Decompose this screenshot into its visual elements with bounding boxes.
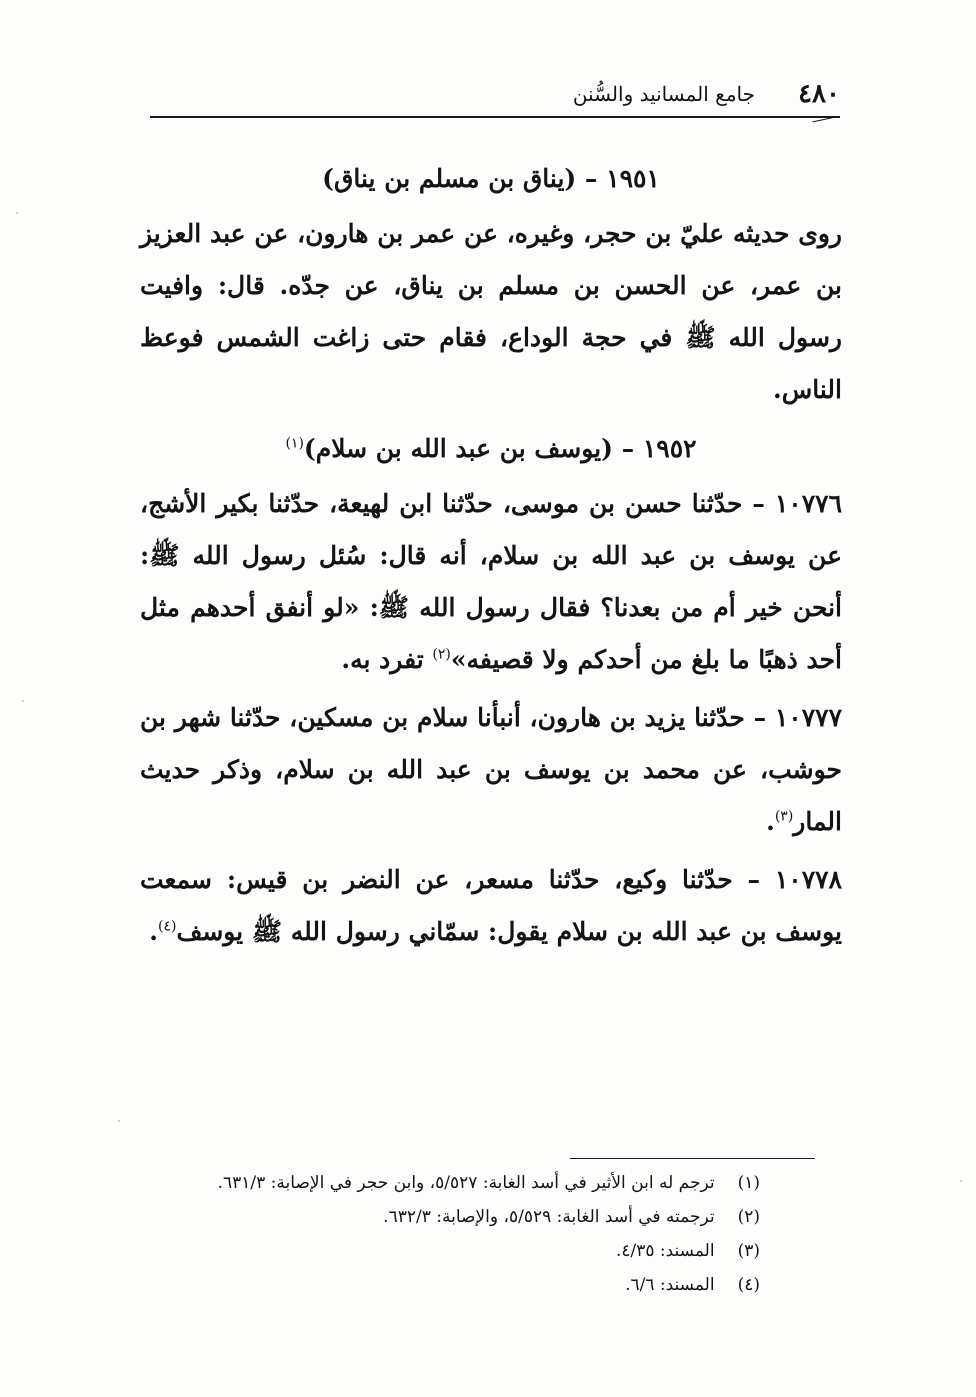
entry-paragraph xyxy=(140,208,842,416)
footnote-separator xyxy=(570,1158,815,1159)
footnote-number: (٢) xyxy=(737,1207,760,1227)
scan-speck xyxy=(118,1120,120,1122)
footnote-text: المسند: ٤/٣٥. xyxy=(615,1241,715,1261)
paragraph-tail: . xyxy=(149,917,158,946)
footnote-number: (٤) xyxy=(737,1275,760,1295)
paragraph-text: ١٠٧٧٦ – حدّثنا حسن بن موسى، حدّثنا ابن لهيعة، حدّثنا بكير الأشج، عن يوسف بن عبد الله بن سلام، أنه قال: سُئل رسول الله ﷺ: أنحن خير أم من بعدنا؟ فقال رسول الله ﷺ: «لو أنفق أحدهم مثل أحد ذهبًا ما بلغ من أحدكم ولا قصيفه» xyxy=(140,489,842,674)
footnote-reference[interactable]: (٣) xyxy=(774,808,794,825)
scan-speck xyxy=(960,1180,962,1182)
paragraph-tail: . xyxy=(766,807,775,836)
footnote-1 xyxy=(130,1166,760,1200)
footnote-text: المسند: ٦/٦. xyxy=(625,1275,715,1295)
paragraph-text: ١٠٧٧٨ – حدّثنا وكيع، حدّثنا مسعر، عن النضر بن قيس: سمعت يوسف بن عبد الله بن سلام يقول: سمّاني رسول الله ﷺ يوسف xyxy=(140,865,842,946)
header-rule xyxy=(150,116,840,118)
footnote-4 xyxy=(130,1268,760,1302)
paragraph-tail: تفرد به. xyxy=(341,645,433,674)
entry-heading-1952 xyxy=(140,420,842,478)
footnote-reference[interactable]: (٢) xyxy=(432,646,451,663)
footnote-number: (٣) xyxy=(737,1241,760,1261)
footnote-2 xyxy=(130,1200,760,1234)
footnote-text: ترجم له ابن الأثير في أسد الغابة: ٥/٥٢٧، وابن حجر في الإصابة: ٦٣١/٣. xyxy=(217,1173,715,1193)
footnote-number: (١) xyxy=(737,1173,760,1193)
main-text xyxy=(140,150,842,964)
footnote-3 xyxy=(130,1234,760,1268)
running-header xyxy=(150,74,840,114)
footnotes xyxy=(130,1166,760,1302)
hadith-10776 xyxy=(140,478,842,686)
hadith-10777 xyxy=(140,692,842,848)
scan-speck xyxy=(22,700,24,702)
header-rule-flourish xyxy=(813,116,841,132)
hadith-10778 xyxy=(140,854,842,958)
entry-heading-text: ١٩٥٢ – (يوسف بن عبد الله بن سلام) xyxy=(303,434,697,463)
running-title: جامع المسانيد والسُّنن xyxy=(572,82,755,106)
paragraph-text: روى حديثه عليّ بن حجر، وغيره، عن عمر بن هارون، عن عبد العزيز بن عمر، عن الحسن بن مسلم بن يناق، عن جدّه. قال: وافيت رسول الله ﷺ في حجة الوداع، فقام حتى زاغت الشمس فوعظ الناس. xyxy=(140,219,842,404)
entry-heading-1951 xyxy=(140,150,842,208)
page-number: ٤٨٠ xyxy=(798,79,840,109)
entry-heading-text: ١٩٥١ – (يناق بن مسلم بن يناق) xyxy=(322,164,660,193)
footnote-reference[interactable]: (٤) xyxy=(157,918,177,935)
scan-speck xyxy=(16,212,18,214)
footnote-text: ترجمته في أسد الغابة: ٥/٥٢٩، والإصابة: ٦٣٢/٣. xyxy=(383,1207,715,1227)
footnote-reference[interactable]: (١) xyxy=(285,435,304,452)
paragraph-text: ١٠٧٧٧ – حدّثنا يزيد بن هارون، أنبأنا سلام بن مسكين، حدّثنا شهر بن حوشب، عن محمد بن يوسف بن عبد الله بن سلام، وذكر حديث المار xyxy=(140,703,842,836)
